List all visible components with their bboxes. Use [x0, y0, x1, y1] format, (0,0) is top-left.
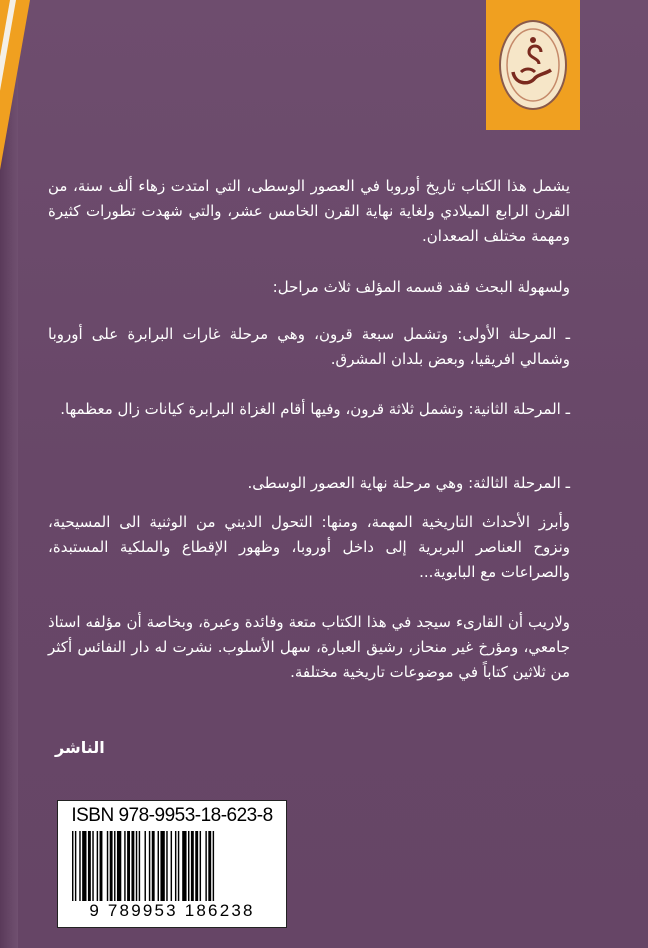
barcode-bar	[175, 831, 176, 901]
description-intro: يشمل هذا الكتاب تاريخ أوروبا في العصور الوسطى، التي امتدت زهاء ألف سنة، من القرن الرابع الميلادي ولغاية نهاية القرن الخامس عشر، والتي شهدت تطورات كثيرة ومهمة مختلف الصعدان.	[48, 177, 570, 245]
barcode-bar	[127, 831, 130, 901]
barcode-bar	[205, 831, 206, 901]
barcode-bar	[171, 831, 172, 901]
barcode-bar	[110, 831, 113, 901]
barcode-bar	[82, 831, 86, 901]
barcode-bar	[208, 831, 211, 901]
publisher-logo-box	[486, 0, 580, 130]
barcode-bar	[160, 831, 164, 901]
description-stage-3: ـ المرحلة الثالثة: وهي مرحلة نهاية العصور الوسطى.	[247, 474, 570, 492]
barcode-bar	[152, 831, 155, 901]
barcode-bar	[178, 831, 179, 901]
barcode-bar	[124, 831, 125, 901]
barcode-bar	[195, 831, 198, 901]
barcode-bars	[72, 831, 276, 901]
barcode-bar	[72, 831, 73, 901]
isbn-barcode	[57, 800, 287, 928]
barcode-bar	[100, 831, 103, 901]
barcode-bar	[182, 831, 186, 901]
barcode-bar	[92, 831, 93, 901]
barcode-bar	[188, 831, 189, 901]
barcode-bar	[191, 831, 194, 901]
publisher-logo-icon	[499, 20, 567, 110]
barcode-bar	[88, 831, 91, 901]
description-events: وأبرز الأحداث التاريخية المهمة، ومنها: التحول الديني من الوثنية الى المسيحية، ونزوح العناصر البربرية إلى داخل أوروبا، وظهور الإقطاع والملكية المستبدة، والصراعات مع البابوية...	[48, 513, 570, 581]
barcode-bar	[117, 831, 121, 901]
barcode-bar	[158, 831, 159, 901]
publisher-signature: الناشر	[55, 738, 105, 757]
barcode-bar	[166, 831, 167, 901]
isbn-digits: 9 789953 186238	[89, 901, 255, 920]
barcode-bar	[114, 831, 115, 901]
barcode-bar	[79, 831, 80, 901]
description-stage-2: ـ المرحلة الثانية: وتشمل ثلاثة قرون، وفيها أقام الغزاة البرابرة كيانات زال معظمها.	[60, 400, 570, 418]
description-stage-1: ـ المرحلة الأولى: وتشمل سبعة قرون، وهي مرحلة غارات البرابرة على أوروبا وشمالي افريقيا، وبعض بلدان المشرق.	[48, 325, 570, 368]
barcode-bar	[131, 831, 134, 901]
description-closing: ولاريب أن القارىء سيجد في هذا الكتاب متعة وفائدة وعبرة، وبخاصة أن مؤلفه استاذ جامعي، ومؤرخ غير منحاز، رشيق العبارة، سهل الأسلوب. نشرت له دار النفائس أكثر من ثلاثين كتاباً في موضوعات تاريخية مختلفة.	[48, 613, 570, 681]
barcode-bar	[97, 831, 98, 901]
barcode-bar	[136, 831, 137, 901]
barcode-bar	[213, 831, 214, 901]
barcode-bar	[75, 831, 76, 901]
barcode-bar	[149, 831, 150, 901]
barcode-bar	[200, 831, 201, 901]
barcode-bar	[145, 831, 146, 901]
barcode-bar	[139, 831, 140, 901]
description-division: ولسهولة البحث فقد قسمه المؤلف ثلاث مراحل:	[272, 278, 570, 296]
isbn-label: ISBN 978-9953-18-623-8	[71, 805, 273, 826]
barcode-bar	[107, 831, 108, 901]
